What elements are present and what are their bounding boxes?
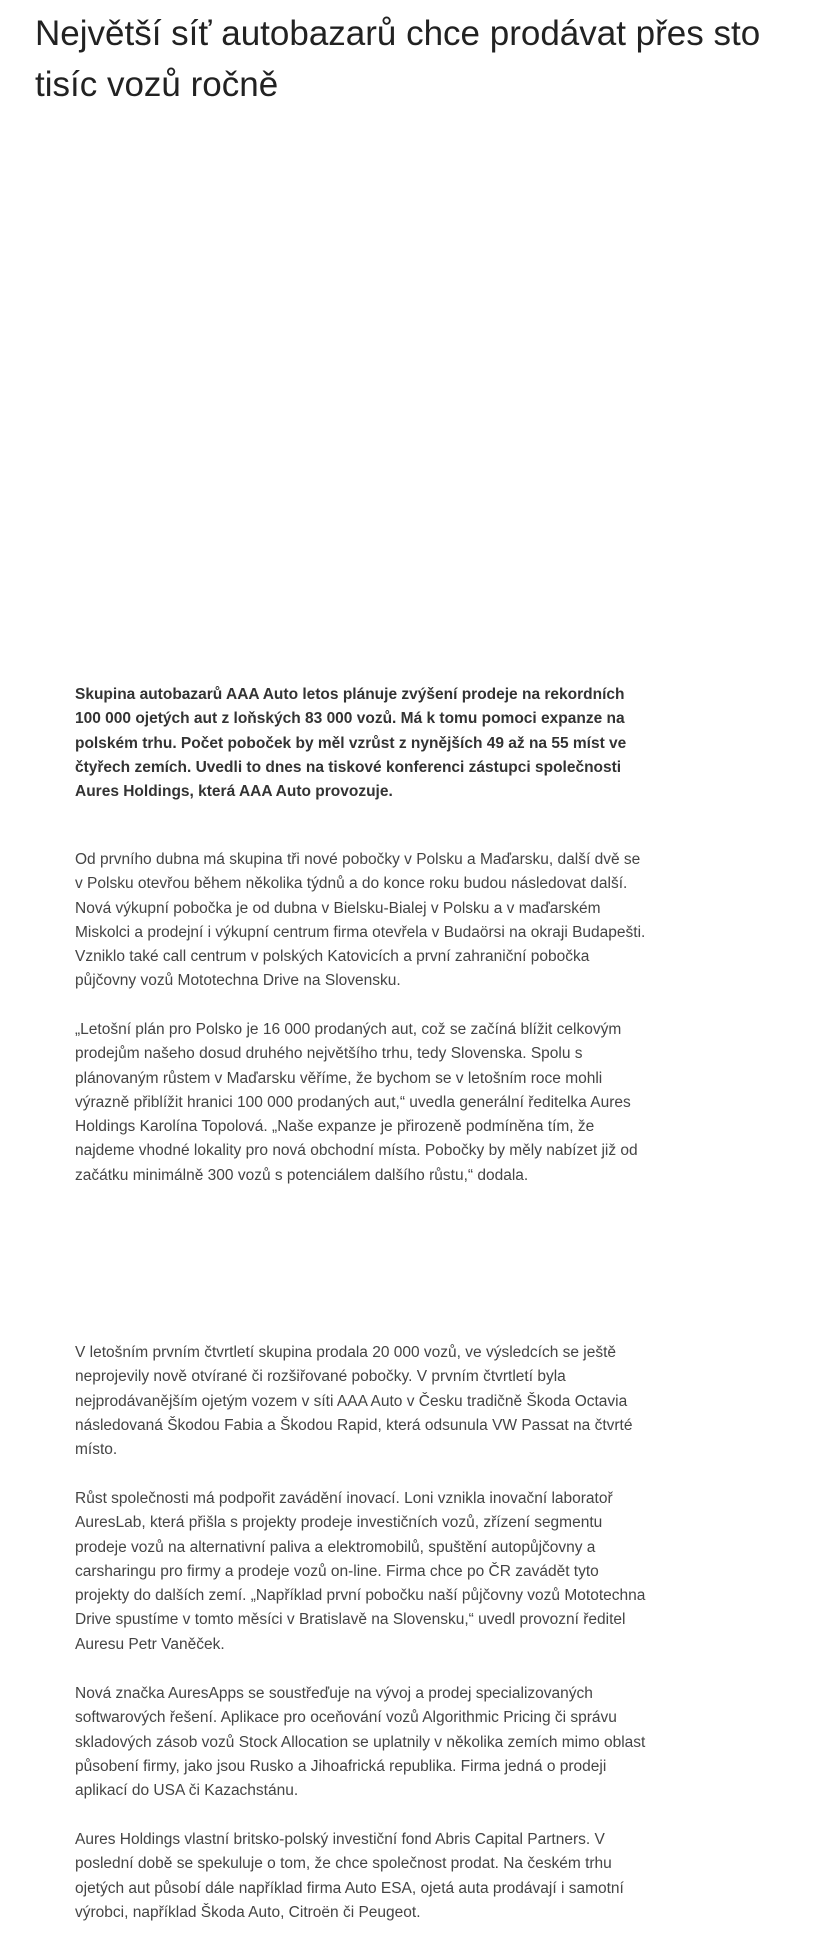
article-paragraph: V letošním prvním čtvrtletí skupina prodala 20 000 vozů, ve výsledcích se ještě neprojevily nově otvírané či rozšiřované pobočky. V prvním čtvrtletí byla nejprodávanějším ojetým vozem v síti AAA Auto v Česku tradičně Škoda Octavia následovaná Škodou Fabia a Škodou Rapid, která odsunula VW Passat na čtvrté místo.	[75, 1344, 633, 1459]
article-paragraph: Nová značka AuresApps se soustřeďuje na vývoj a prodej specializovaných softwarových řešení. Aplikace pro oceňování vozů Algorithmic Pricing či správu skladových zásob vozů Stock Allocation se uplatnily v několika zemích mimo oblast působení firmy, jako jsou Rusko a Jihoafrická republika. Firma jedná o prodeji aplikací do USA či Kazachstánu.	[75, 1685, 646, 1800]
media-placeholder	[0, 115, 822, 655]
article-paragraph: Od prvního dubna má skupina tři nové pobočky v Polsku a Maďarsku, další dvě se v Polsku otevřou během několika týdnů a do konce roku budou následovat další. Nová výkupní pobočka je od dubna v Bielsku-Bialej v Polsku a v maďarském Miskolci a prodejní i výkupní centrum firma otevřela v Budaörsi na okraji Budapešti. Vzniklo také call centrum v polských Katovicích a první zahraniční pobočka půjčovny vozů Mototechna Drive na Slovensku.	[75, 851, 646, 990]
article-paragraph: Aures Holdings vlastní britsko-polský investiční fond Abris Capital Partners. V poslední době se spekuluje o tom, že chce společnost prodat. Na českém trhu ojetých aut působí dále například firma Auto ESA, ojetá auta prodávají i samotní výrobci, například Škoda Auto, Citroën či Peugeot.	[75, 1831, 624, 1921]
article-paragraph: Růst společnosti má podpořit zavádění inovací. Loni vznikla inovační laboratoř AuresLab, která přišla s projekty prodeje investičních vozů, zřízení segmentu prodeje vozů na alternativní paliva a elektromobilů, spuštění autopůjčovny a carsharingu pro firmy a prodeje vozů on-line. Firma chce po ČR zavádět tyto projekty do dalších zemí. „Například první pobočku naší půjčovny vozů Mototechna Drive spustíme v tomto měsíci v Bratislavě na Slovensku,“ uvedl provozní ředitel Auresu Petr Vaněček.	[75, 1490, 646, 1653]
article-title: Největší síť autobazarů chce prodávat přes sto tisíc vozů ročně	[35, 14, 761, 104]
article-paragraph: „Letošní plán pro Polsko je 16 000 prodaných aut, což se začíná blížit celkovým prodejům našeho dosud druhého největšího trhu, tedy Slovenska. Spolu s plánovaným růstem v Maďarsku věříme, že bychom se v letošním roce mohli výrazně přiblížit hranici 100 000 prodaných aut,“ uvedla generální ředitelka Aures Holdings Karolína Topolová. „Naše expanze je přirozeně podmíněna tím, že najdeme vhodné lokality pro nová obchodní místa. Pobočky by měly nabízet již od začátku minimálně 300 vozů s potenciálem dalšího růstu,“ dodala.	[75, 1021, 638, 1184]
article-perex: Skupina autobazarů AAA Auto letos plánuje zvýšení prodeje na rekordních 100 000 ojetých aut z loňských 83 000 vozů. Má k tomu pomoci expanze na polském trhu. Počet poboček by měl vzrůst z nynějších 49 až na 55 míst ve čtyřech zemích. Uvedli to dnes na tiskové konferenci zástupci společnosti Aures Holdings, která AAA Auto provozuje.	[75, 686, 627, 801]
article-body	[75, 683, 647, 1921]
